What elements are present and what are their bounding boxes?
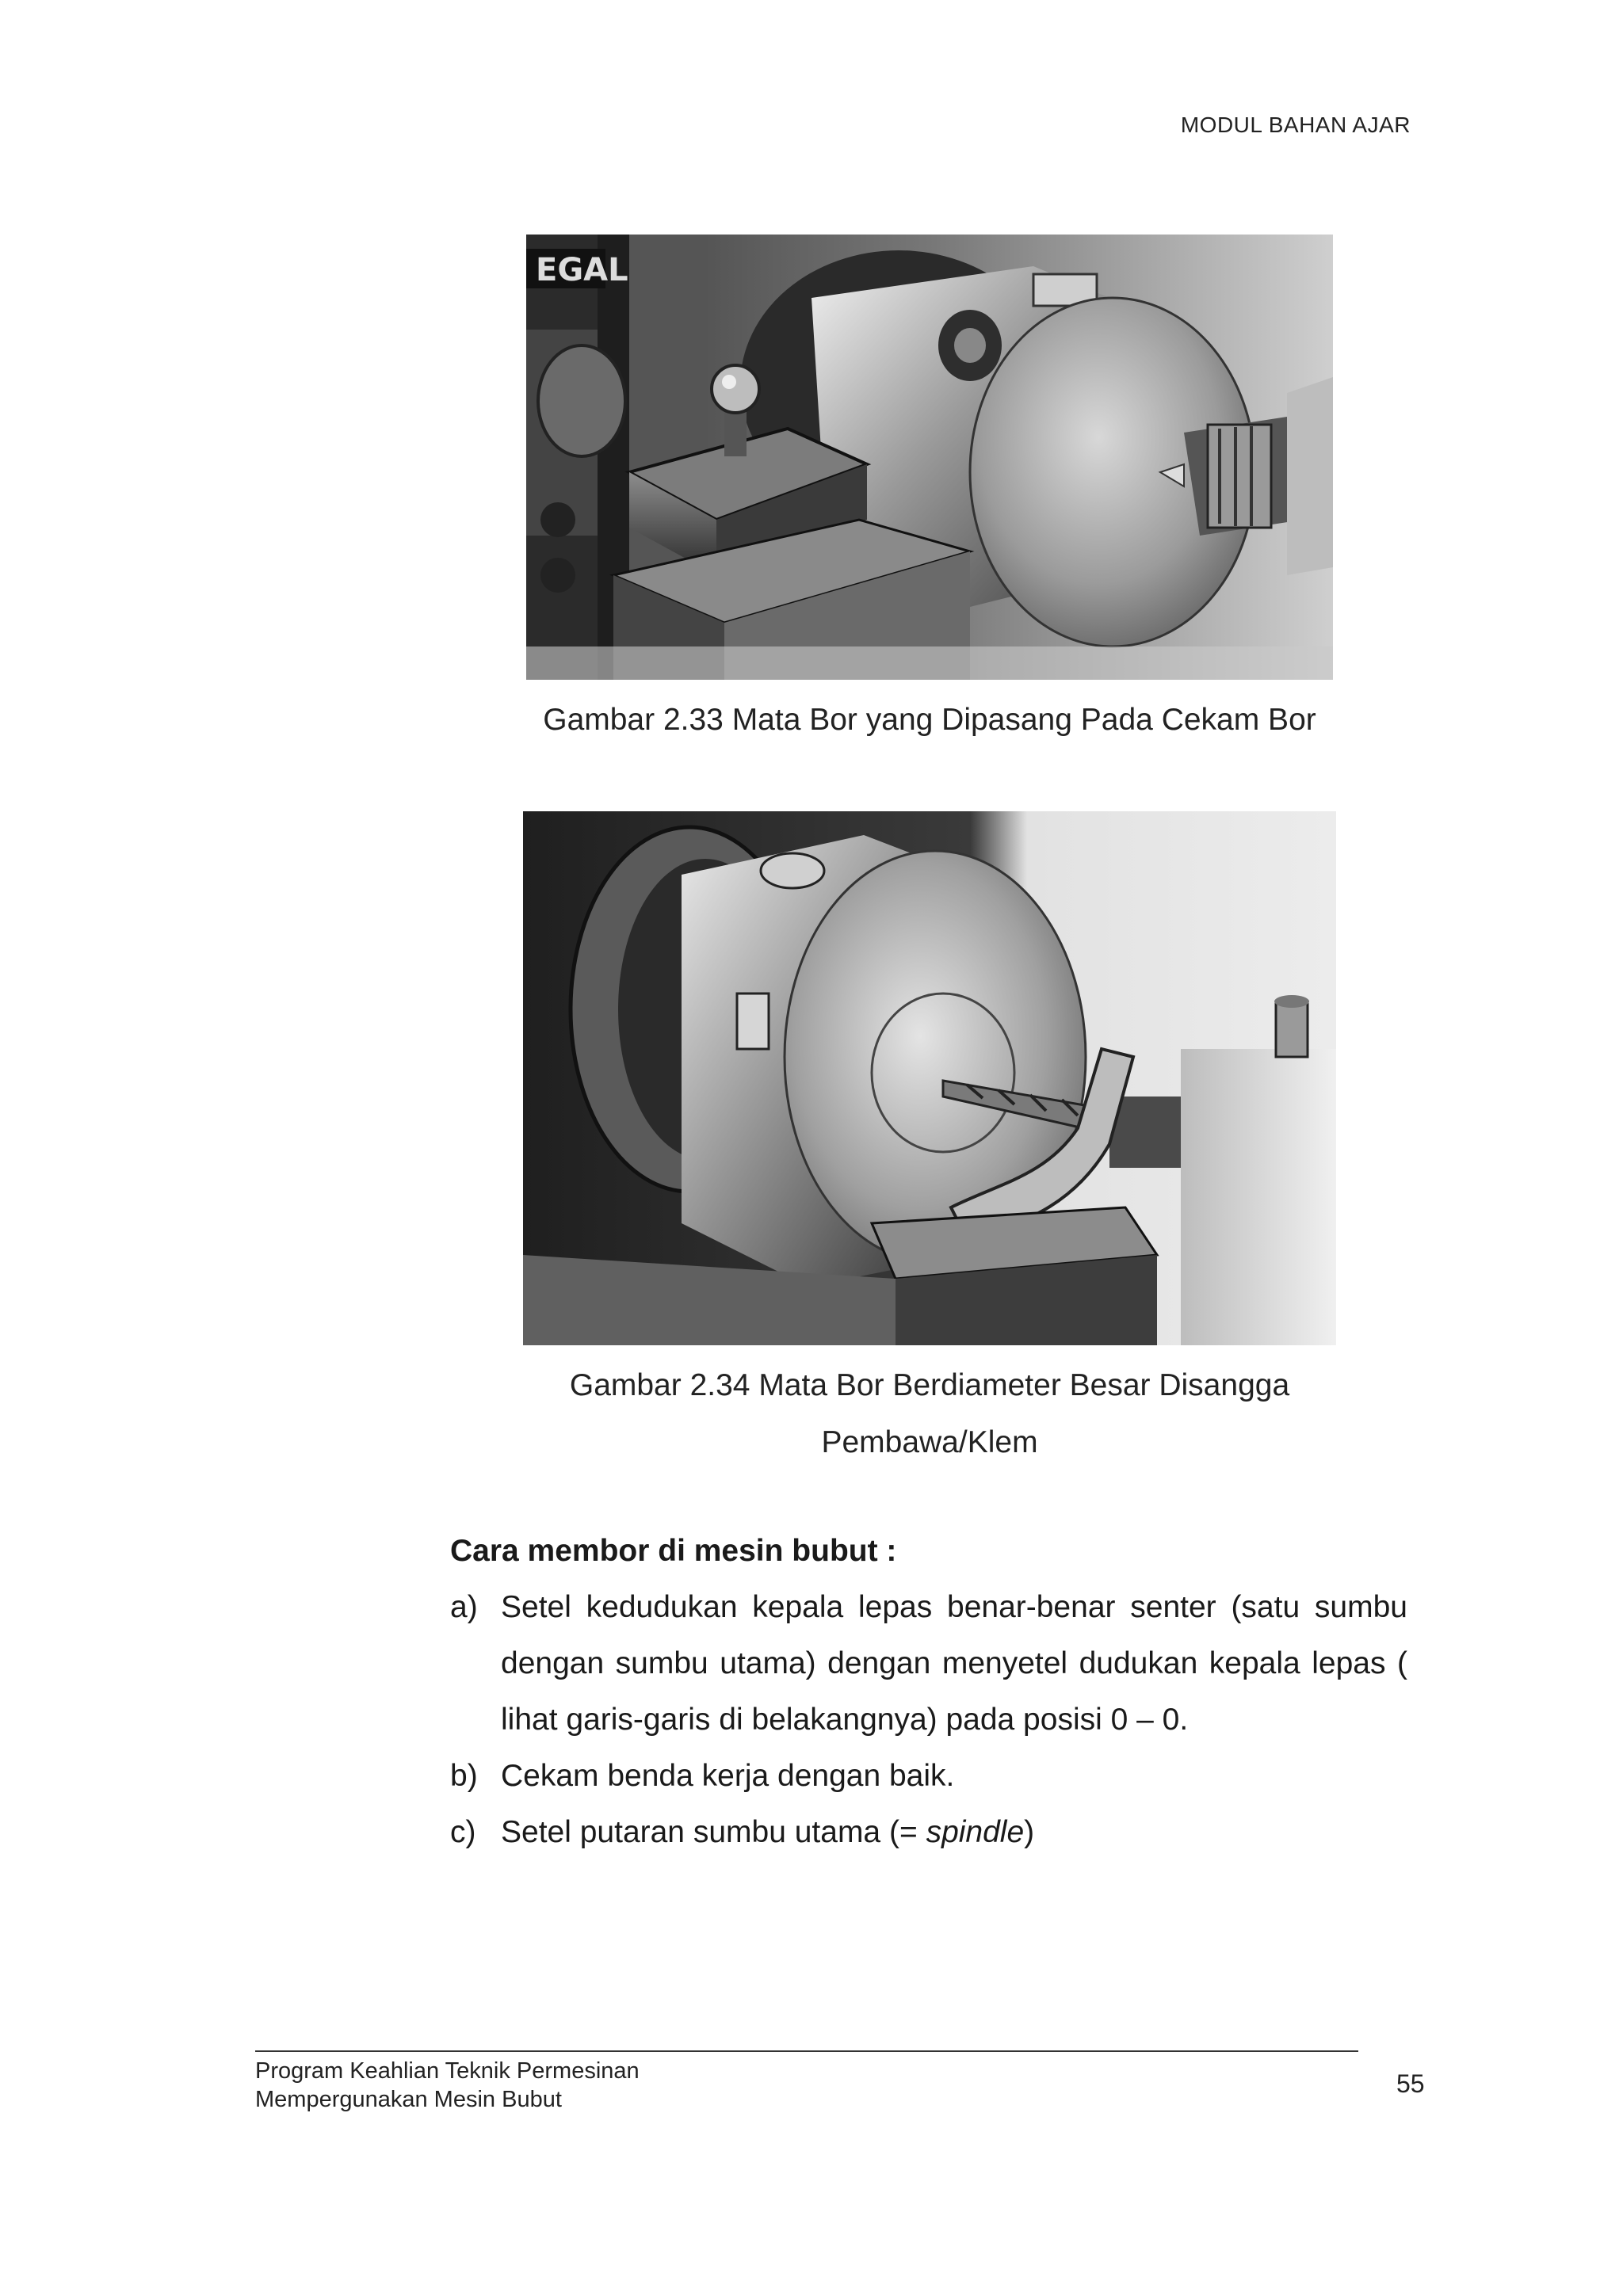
- figure-2-34-caption-line1: Gambar 2.34 Mata Bor Berdiameter Besar Disangga: [569, 1368, 1290, 1402]
- list-item-text: Cekam benda kerja dengan baik.: [501, 1759, 955, 1793]
- list-item-a: [450, 1579, 1407, 1748]
- figure-2-34-photo: [523, 811, 1336, 1345]
- list-item-c: [450, 1804, 1407, 1860]
- figure-2-34-caption: [475, 1357, 1384, 1471]
- list-marker: a): [450, 1590, 478, 1624]
- figure-2-34-caption-line2: Pembawa/Klem: [821, 1425, 1038, 1459]
- list-item-text: Setel kedudukan kepala lepas benar-benar senter (satu sumbu dengan sumbu utama) dengan menyetel dudukan kepala lepas ( lihat garis-garis di belakangnya) pada posisi 0 – 0.: [501, 1590, 1407, 1737]
- footer-line-1: Program Keahlian Teknik Permesinan: [255, 2058, 640, 2084]
- page-number: 55: [1396, 2069, 1425, 2098]
- footer-divider: [255, 2050, 1358, 2052]
- footer-line-2: Mempergunakan Mesin Bubut: [255, 2087, 562, 2112]
- list-item-text-italic: spindle: [926, 1815, 1025, 1849]
- list-item-text-end: ): [1024, 1815, 1035, 1849]
- machine-nameplate-text: EGAL: [536, 252, 628, 288]
- list-marker: c): [450, 1815, 476, 1849]
- list-item-b: [450, 1748, 1407, 1804]
- running-header: MODUL BAHAN AJAR: [1180, 113, 1411, 137]
- procedure-section: [450, 1523, 1407, 1860]
- footer-program-info: [255, 2057, 640, 2114]
- figure-2-33-caption: Gambar 2.33 Mata Bor yang Dipasang Pada Cekam Bor: [543, 703, 1316, 737]
- list-marker: b): [450, 1759, 478, 1793]
- list-item-text-start: Setel putaran sumbu utama (=: [501, 1815, 926, 1849]
- figure-2-33-photo: [526, 235, 1333, 680]
- section-heading: Cara membor di mesin bubut :: [450, 1534, 897, 1568]
